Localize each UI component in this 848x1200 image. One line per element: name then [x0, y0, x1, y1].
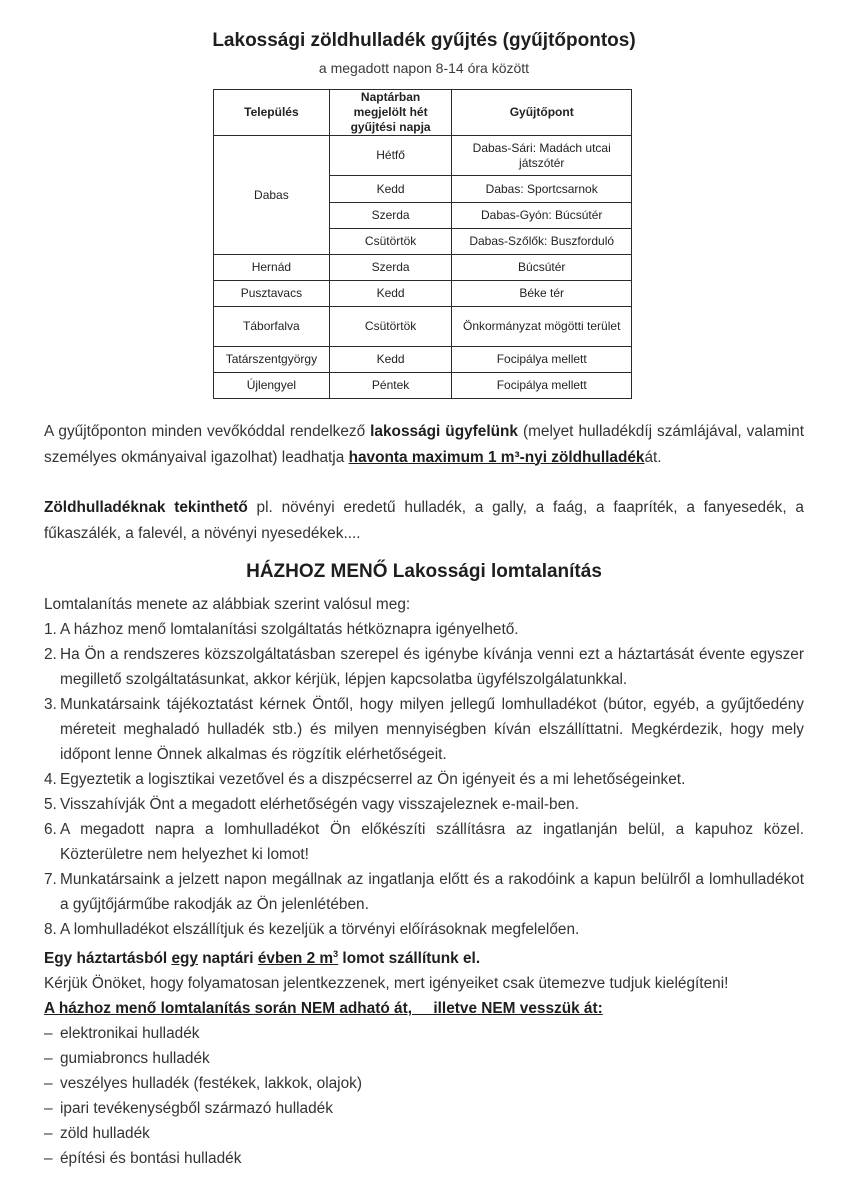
bulky-waste-title: HÁZHOZ MENŐ Lakossági lomtalanítás	[246, 561, 602, 582]
day-cell: Kedd	[329, 347, 452, 373]
town-cell: Táborfalva	[214, 307, 330, 347]
list-item: 8. A lomhulladékot elszállítjuk és kezeljük a törvényi előírásoknak megfelelően.	[44, 921, 580, 938]
table-row	[214, 136, 632, 176]
green-waste-definition-paragraph: Zöldhulladéknak tekinthető pl. növényi eredetű hulladék, a gally, a faág, a faapríték, a fanyesedék, a fűkaszálék, a falevél, a növényi nyesedékek....	[44, 499, 804, 542]
point-cell: Dabas-Sári: Madách utcai játszótér	[452, 136, 632, 176]
town-cell: Újlengyel	[214, 373, 330, 399]
table-row	[214, 373, 632, 399]
town-cell: Hernád	[214, 255, 330, 281]
day-cell: Szerda	[329, 203, 452, 229]
point-cell: Focipálya mellett	[452, 373, 632, 399]
list-item: 5. Visszahívják Önt a megadott elérhetőségén vagy visszajeleznek e-mail-ben.	[44, 796, 579, 813]
list-item: 7. Munkatársaink a jelzett napon megállnak az ingatlanja előtt és a rakodóink a kapun belülről a lomhulladékot a gyűjtőjárműbe rakodják az Ön jelenlétében.	[44, 871, 804, 913]
point-cell: Dabas-Szőlők: Buszforduló	[452, 229, 632, 255]
point-cell: Búcsútér	[452, 255, 632, 281]
day-cell: Csütörtök	[329, 307, 452, 347]
point-cell: Önkormányzat mögötti terület	[452, 307, 632, 347]
collection-schedule-table	[213, 89, 632, 399]
green-waste-subtitle: a megadott napon 8-14 óra között	[318, 60, 530, 76]
list-item: – veszélyes hulladék (festékek, lakkok, olajok)	[44, 1075, 362, 1093]
annual-limit-note: Egy háztartásból egy naptári évben 2 $m^3$ lomot szállítunk el.	[44, 949, 481, 968]
day-cell: Kedd	[329, 176, 452, 203]
list-item: 4. Egyeztetik a logisztikai vezetővel és a diszpécserrel az Ön igényeit és a mi lehetőségeinket.	[44, 771, 686, 788]
green-waste-title: Lakossági zöldhulladék gyűjtés (gyűjtőpontos)	[212, 30, 636, 51]
table-header-row	[214, 90, 632, 136]
point-cell: Focipálya mellett	[452, 347, 632, 373]
list-item: – zöld hulladék	[44, 1125, 150, 1143]
table-row	[214, 281, 632, 307]
table-row	[214, 255, 632, 281]
town-cell: Tatárszentgyörgy	[214, 347, 330, 373]
header-point: Gyűjtőpont	[452, 90, 632, 136]
not-accepted-heading: A házhoz menő lomtalanítás során NEM adható át, illetve NEM vesszük át:	[44, 1000, 603, 1018]
list-item: – gumiabroncs hulladék	[44, 1050, 210, 1068]
town-cell-dabas: Dabas	[214, 136, 330, 255]
day-cell: Kedd	[329, 281, 452, 307]
bulky-waste-section	[44, 592, 804, 1171]
list-item: – építési és bontási hulladék	[44, 1150, 242, 1168]
list-item: 1. A házhoz menő lomtalanítási szolgáltatás hétköznapra igényelhető.	[44, 621, 519, 638]
collection-eligibility-paragraph: A gyűjtőponton minden vevőkóddal rendelkező lakossági ügyfelünk (melyet hulladékdíj számlájával, valamint személyes okmányaival igazolhat) leadhatja havonta maximum 1 m³-nyi zöldhulladékát.	[44, 423, 804, 466]
list-item: – elektronikai hulladék	[44, 1025, 200, 1043]
header-day: Naptárban megjelölt hét gyűjtési napja	[329, 90, 452, 136]
process-intro: Lomtalanítás menete az alábbiak szerint valósul meg:	[44, 596, 411, 613]
list-item: 3. Munkatársaink tájékoztatást kérnek Öntől, hogy milyen jellegű lomhulladékot (bútor, egyéb, a gyűjtőedény méreteit meghaladó hulladék stb.) és milyen mennyiségben kíván elszállíttatni. Megkérdezik, hogy mely időpont lenne Önnek alkalmas és rögzítik elérhetőségeit.	[44, 696, 804, 763]
list-item: 6. A megadott napra a lomhulladékot Ön előkészíti szállításra az ingatlanján belül, a kapuhoz közel. Közterületre nem helyezhet ki lomot!	[44, 821, 804, 863]
list-item: – ipari tevékenységből származó hulladék	[44, 1100, 333, 1118]
point-cell: Dabas: Sportcsarnok	[452, 176, 632, 203]
point-cell: Béke tér	[452, 281, 632, 307]
point-cell: Dabas-Gyón: Búcsútér	[452, 203, 632, 229]
scheduling-request: Kérjük Önöket, hogy folyamatosan jelentkezzenek, mert igényeiket csak ütemezve tudjuk kielégíteni!	[44, 975, 729, 993]
header-town: Település	[214, 90, 330, 136]
day-cell: Csütörtök	[329, 229, 452, 255]
table-row	[214, 307, 632, 347]
day-cell: Szerda	[329, 255, 452, 281]
day-cell: Péntek	[329, 373, 452, 399]
table-row	[214, 347, 632, 373]
town-cell: Pusztavacs	[214, 281, 330, 307]
day-cell: Hétfő	[329, 136, 452, 176]
list-item: 2. Ha Ön a rendszeres közszolgáltatásban szerepel és igénybe kívánja venni ezt a háztartását évente egyszer megillető szolgáltatásunkat, akkor kérjük, lépjen kapcsolatba ügyfélszolgálatunkkal.	[44, 646, 804, 688]
